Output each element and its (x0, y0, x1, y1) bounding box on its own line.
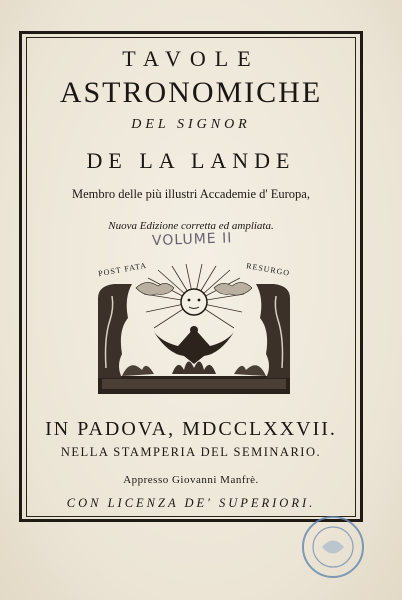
imprint-city-date: IN PADOVA, MDCCLXXVII. (45, 418, 337, 440)
imprint-press: NELLA STAMPERIA DEL SEMINARIO. (60, 445, 322, 459)
title-line-2: ASTRONOMICHE (59, 76, 323, 109)
emblem-banner-right: RESURGO (245, 261, 291, 278)
publisher-line: Appresso Giovanni Manfrè. (123, 474, 259, 486)
license-line: CON LICENZA DE' SUPERIORI. (66, 496, 316, 510)
author-prefix: DEL SIGNOR (131, 117, 251, 132)
title-line-1: TAVOLE (122, 46, 260, 71)
author-name: DE LA LANDE (86, 148, 296, 173)
phoenix-sun-emblem-icon (88, 258, 300, 408)
handwritten-volume-note: VOLUME II (151, 230, 233, 250)
edition-note: Nuova Edizione corretta ed ampliata. (108, 220, 274, 232)
library-stamp-icon (300, 514, 366, 580)
emblem-banner-left: POST FATA (97, 260, 148, 279)
author-affiliation: Membro delle più illustri Accademie d' Europa, (72, 187, 310, 201)
